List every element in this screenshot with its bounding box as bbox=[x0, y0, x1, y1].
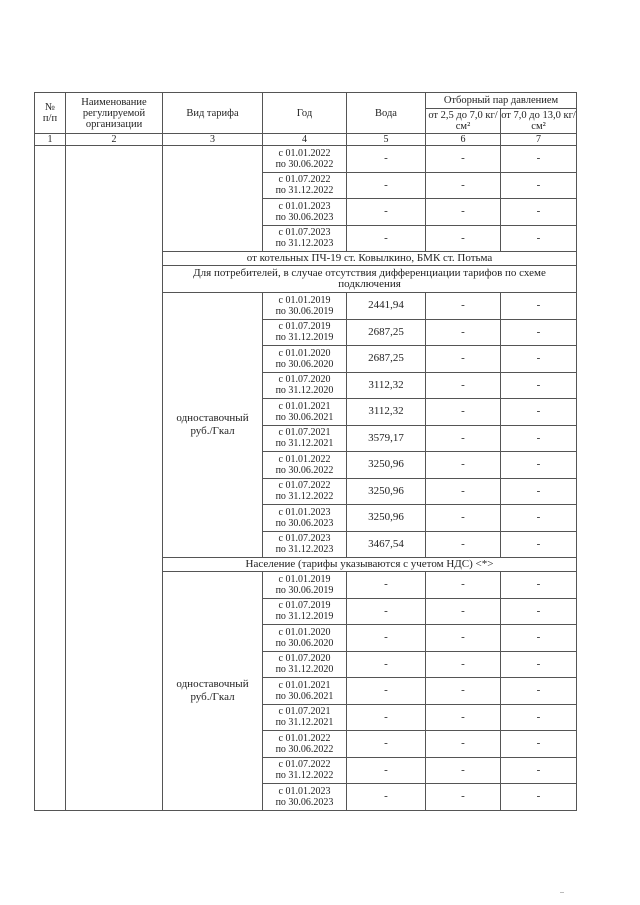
steam-high-value: - bbox=[501, 346, 577, 373]
header-steam: Отборный пар давлением bbox=[426, 93, 577, 109]
steam-high-value: - bbox=[501, 572, 577, 599]
period-end: по 31.12.2023 bbox=[275, 238, 334, 250]
tariff-type-label: одноставочный bbox=[176, 412, 249, 424]
period-end: по 30.06.2021 bbox=[275, 690, 334, 702]
section-consumers-title: Для потребителей, в случае отсутствия дифференциации тарифов по схеме подключения bbox=[163, 266, 577, 293]
water-value: - bbox=[347, 704, 426, 731]
table-row bbox=[35, 146, 577, 173]
period-start: с 01.01.2023 bbox=[278, 785, 331, 797]
period-end: по 31.12.2022 bbox=[275, 770, 334, 782]
steam-low-value: - bbox=[426, 678, 501, 705]
period-end: по 31.12.2022 bbox=[275, 185, 334, 197]
period-end: по 30.06.2022 bbox=[275, 743, 334, 755]
period-cell bbox=[263, 225, 347, 252]
header-steam-low: от 2,5 до 7,0 кг/см² bbox=[426, 109, 501, 134]
period-end: по 30.06.2022 bbox=[275, 158, 334, 170]
steam-high-value: - bbox=[501, 225, 577, 252]
steam-low-value: - bbox=[426, 704, 501, 731]
period-end: по 31.12.2019 bbox=[275, 332, 334, 344]
period-end: по 31.12.2021 bbox=[275, 438, 334, 450]
section-population-title: Население (тарифы указываются с учетом НДС) <*> bbox=[163, 558, 577, 572]
period-start: с 01.01.2023 bbox=[278, 506, 331, 518]
water-value: 2441,94 bbox=[347, 293, 426, 320]
steam-high-value: - bbox=[501, 678, 577, 705]
col-number: 4 bbox=[263, 134, 347, 146]
steam-high-value: - bbox=[501, 146, 577, 173]
period-cell bbox=[263, 372, 347, 399]
tariff-type-cell bbox=[163, 572, 263, 811]
steam-high-value: - bbox=[501, 199, 577, 226]
tariff-type-cell bbox=[163, 293, 263, 558]
period-cell bbox=[263, 172, 347, 199]
steam-low-value: - bbox=[426, 146, 501, 173]
period-start: с 01.01.2021 bbox=[278, 400, 331, 412]
water-value: 3467,54 bbox=[347, 531, 426, 558]
period-start: с 01.07.2019 bbox=[278, 321, 331, 333]
col-number: 1 bbox=[35, 134, 66, 146]
period-end: по 31.12.2023 bbox=[275, 544, 334, 556]
period-cell bbox=[263, 399, 347, 426]
water-value: - bbox=[347, 572, 426, 599]
period-start: с 01.07.2021 bbox=[278, 706, 331, 718]
period-end: по 30.06.2022 bbox=[275, 464, 334, 476]
steam-low-value: - bbox=[426, 172, 501, 199]
steam-high-value: - bbox=[501, 784, 577, 811]
header-year: Год bbox=[263, 93, 347, 134]
water-value: 3579,17 bbox=[347, 425, 426, 452]
period-start: с 01.07.2023 bbox=[278, 533, 331, 545]
period-end: по 30.06.2023 bbox=[275, 517, 334, 529]
row-number-cell bbox=[35, 146, 66, 811]
period-end: по 30.06.2020 bbox=[275, 358, 334, 370]
period-start: с 01.07.2022 bbox=[278, 480, 331, 492]
steam-low-value: - bbox=[426, 319, 501, 346]
steam-high-value: - bbox=[501, 425, 577, 452]
organization-cell bbox=[66, 146, 163, 811]
period-cell bbox=[263, 293, 347, 320]
steam-high-value: - bbox=[501, 478, 577, 505]
header-num: № п/п bbox=[35, 93, 66, 134]
steam-low-value: - bbox=[426, 293, 501, 320]
steam-high-value: - bbox=[501, 372, 577, 399]
steam-high-value: - bbox=[501, 319, 577, 346]
steam-low-value: - bbox=[426, 399, 501, 426]
steam-high-value: - bbox=[501, 704, 577, 731]
period-cell bbox=[263, 319, 347, 346]
steam-high-value: - bbox=[501, 172, 577, 199]
water-value: - bbox=[347, 199, 426, 226]
period-start: с 01.01.2022 bbox=[278, 453, 331, 465]
water-value: - bbox=[347, 731, 426, 758]
water-value: - bbox=[347, 625, 426, 652]
col-number: 6 bbox=[426, 134, 501, 146]
col-number: 7 bbox=[501, 134, 577, 146]
water-value: 2687,25 bbox=[347, 346, 426, 373]
period-cell bbox=[263, 346, 347, 373]
period-cell bbox=[263, 478, 347, 505]
steam-low-value: - bbox=[426, 572, 501, 599]
period-start: с 01.07.2022 bbox=[278, 759, 331, 771]
period-start: с 01.01.2021 bbox=[278, 679, 331, 691]
steam-high-value: - bbox=[501, 625, 577, 652]
period-cell bbox=[263, 505, 347, 532]
period-cell bbox=[263, 572, 347, 599]
steam-low-value: - bbox=[426, 452, 501, 479]
steam-low-value: - bbox=[426, 225, 501, 252]
water-value: 3250,96 bbox=[347, 478, 426, 505]
col-number: 3 bbox=[163, 134, 263, 146]
period-end: по 30.06.2020 bbox=[275, 637, 334, 649]
water-value: - bbox=[347, 784, 426, 811]
water-value: - bbox=[347, 678, 426, 705]
tariff-type-cell bbox=[163, 146, 263, 252]
steam-low-value: - bbox=[426, 505, 501, 532]
period-cell bbox=[263, 704, 347, 731]
steam-high-value: - bbox=[501, 293, 577, 320]
tariff-table bbox=[34, 92, 577, 811]
steam-low-value: - bbox=[426, 625, 501, 652]
period-end: по 30.06.2021 bbox=[275, 411, 334, 423]
period-start: с 01.07.2021 bbox=[278, 427, 331, 439]
period-cell bbox=[263, 731, 347, 758]
tariff-unit-label: руб./Гкал bbox=[190, 425, 235, 437]
steam-low-value: - bbox=[426, 598, 501, 625]
tariff-type-label: одноставочный bbox=[176, 677, 249, 690]
steam-high-value: - bbox=[501, 531, 577, 558]
period-start: с 01.07.2019 bbox=[278, 600, 331, 612]
water-value: - bbox=[347, 146, 426, 173]
water-value: - bbox=[347, 172, 426, 199]
period-end: по 30.06.2023 bbox=[275, 211, 334, 223]
period-end: по 30.06.2019 bbox=[275, 305, 334, 317]
steam-high-value: - bbox=[501, 399, 577, 426]
water-value: 2687,25 bbox=[347, 319, 426, 346]
header-water: Вода bbox=[347, 93, 426, 134]
period-cell bbox=[263, 757, 347, 784]
period-end: по 30.06.2023 bbox=[275, 796, 334, 808]
steam-low-value: - bbox=[426, 757, 501, 784]
period-cell bbox=[263, 651, 347, 678]
water-value: 3250,96 bbox=[347, 452, 426, 479]
steam-low-value: - bbox=[426, 784, 501, 811]
period-end: по 30.06.2019 bbox=[275, 584, 334, 596]
period-start: с 01.01.2022 bbox=[278, 147, 331, 159]
period-cell bbox=[263, 531, 347, 558]
steam-low-value: - bbox=[426, 531, 501, 558]
header-steam-high: от 7,0 до 13,0 кг/см² bbox=[501, 110, 576, 132]
period-cell bbox=[263, 598, 347, 625]
water-value: 3250,96 bbox=[347, 505, 426, 532]
period-cell bbox=[263, 452, 347, 479]
period-start: с 01.01.2019 bbox=[278, 294, 331, 306]
period-cell bbox=[263, 625, 347, 652]
header-tariff-type: Вид тарифа bbox=[163, 93, 263, 134]
col-number: 5 bbox=[347, 134, 426, 146]
water-value: 3112,32 bbox=[347, 399, 426, 426]
period-cell bbox=[263, 678, 347, 705]
tariff-unit-label: руб./Гкал bbox=[190, 690, 235, 703]
period-start: с 01.01.2023 bbox=[278, 200, 331, 212]
period-end: по 31.12.2021 bbox=[275, 717, 334, 729]
period-start: с 01.07.2023 bbox=[278, 227, 331, 239]
period-end: по 31.12.2019 bbox=[275, 611, 334, 623]
steam-low-value: - bbox=[426, 425, 501, 452]
period-cell bbox=[263, 784, 347, 811]
water-value: - bbox=[347, 651, 426, 678]
water-value: 3112,32 bbox=[347, 372, 426, 399]
period-end: по 31.12.2022 bbox=[275, 491, 334, 503]
water-value: - bbox=[347, 757, 426, 784]
water-value: - bbox=[347, 598, 426, 625]
steam-low-value: - bbox=[426, 199, 501, 226]
period-end: по 31.12.2020 bbox=[275, 385, 334, 397]
period-start: с 01.01.2020 bbox=[278, 347, 331, 359]
header-org: Наименование регулируемой организации bbox=[66, 93, 163, 134]
period-start: с 01.01.2019 bbox=[278, 573, 331, 585]
section-boiler-title: от котельных ПЧ-19 ст. Ковылкино, БМК ст. Потьма bbox=[163, 252, 577, 266]
period-start: с 01.07.2020 bbox=[278, 374, 331, 386]
steam-low-value: - bbox=[426, 346, 501, 373]
steam-low-value: - bbox=[426, 372, 501, 399]
scan-mark bbox=[560, 892, 564, 893]
period-end: по 31.12.2020 bbox=[275, 664, 334, 676]
steam-high-value: - bbox=[501, 452, 577, 479]
steam-low-value: - bbox=[426, 651, 501, 678]
steam-high-value: - bbox=[501, 505, 577, 532]
period-cell bbox=[263, 425, 347, 452]
period-start: с 01.07.2020 bbox=[278, 653, 331, 665]
steam-high-value: - bbox=[501, 731, 577, 758]
period-start: с 01.01.2020 bbox=[278, 626, 331, 638]
col-number: 2 bbox=[66, 134, 163, 146]
period-start: с 01.01.2022 bbox=[278, 732, 331, 744]
steam-high-value: - bbox=[501, 757, 577, 784]
period-cell bbox=[263, 199, 347, 226]
steam-high-value: - bbox=[501, 598, 577, 625]
period-cell bbox=[263, 146, 347, 173]
period-start: с 01.07.2022 bbox=[278, 174, 331, 186]
steam-high-value: - bbox=[501, 651, 577, 678]
water-value: - bbox=[347, 225, 426, 252]
steam-low-value: - bbox=[426, 731, 501, 758]
steam-low-value: - bbox=[426, 478, 501, 505]
